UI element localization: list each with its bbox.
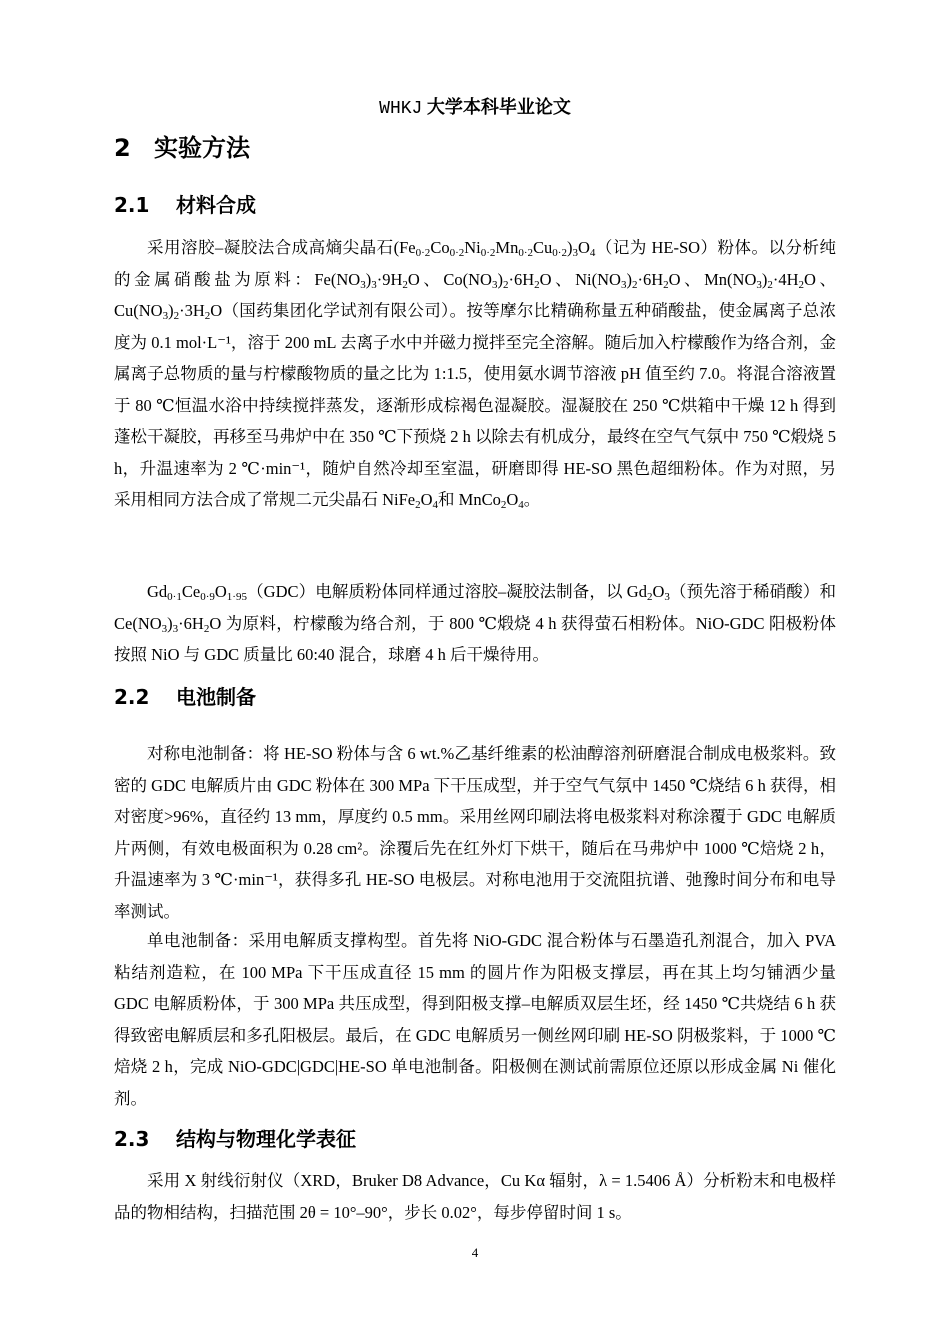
text-run: Ce — [181, 582, 201, 601]
subscript: 2 — [415, 499, 421, 511]
section-title: 材料合成 — [176, 193, 256, 217]
subscript: 2 — [631, 278, 638, 291]
text-run: O（国药集团化学试剂有限公司）。按等摩尔比精确称量五种硝酸盐，使金属离子总浓度为 0.1 mol·L⁻¹，溶于 200 mL 去离子水中并磁力搅拌至完全溶解。随后加入柠檬酸作为络合剂，金属离子总物质的量与柠檬酸物质的量之比为 1:1.5，使用氨水调节溶液 pH 值至约 7.0。将混合溶液置于 80 ℃恒温水浴中持续搅拌蒸发，逐渐形成棕褐色湿凝胶。湿凝胶在 250 ℃烘箱中干燥 12 h 得到蓬松干凝胶，再移至马弗炉中在 350 ℃下预烧 2 h 以除去有机成分，最终在空气气氛中 750 ℃煅烧 5 h，升温速率为 2 ℃·min⁻¹，随炉自然冷却至室温，研磨即得 HE-SO 黑色超细粉体。作为对照，另采用相同方法合成了常规二元尖晶石 NiFe — [114, 301, 836, 509]
subscript: 4 — [432, 499, 439, 511]
text-run: O、Cu(NO — [114, 269, 837, 320]
subscript: 0·2 — [480, 247, 496, 259]
text-run: O、Co(NO — [407, 269, 492, 289]
subscript: 2 — [502, 278, 509, 291]
subscript: 0·2 — [449, 247, 465, 259]
section-title: 电池制备 — [176, 685, 256, 709]
subscript: 2 — [798, 278, 805, 291]
subscript: 3 — [172, 622, 179, 635]
subscript: 4 — [589, 247, 596, 259]
subscript: 2 — [402, 278, 408, 291]
subscript: 3 — [572, 247, 578, 259]
page-header — [0, 93, 950, 123]
text-run: O、Mn(NO — [668, 269, 757, 289]
subscript: 3 — [161, 622, 168, 635]
text-run: ) — [626, 269, 632, 289]
text-run: 采用溶胶–凝胶法合成高熵尖晶石(Fe — [147, 238, 416, 257]
text-run: ·4H — [772, 269, 799, 289]
subscript: 3 — [371, 278, 377, 291]
paragraph-single-cell: 单电池制备：采用电解质支撑构型。首先将 NiO-GDC 混合粉体与石墨造孔剂混合，加入 PVA 粘结剂造粒，在 100 MPa 下干压成直径 15 mm 的圆片作为阳极支撑层，再在其上均匀铺洒少量 GDC 电解质粉体，于 300 MPa 共压成型，得到阳极支撑–电解质双层生坯，经 1450 ℃共烧结 6 h 获得致密电解质层和多孔阳极层。最后，在 GDC 电解质另一侧丝网印刷 HE-SO 阴极浆料，于 1000 ℃焙烧 2 h，完成 NiO-GDC|GDC|HE-SO 单电池制备。阳极侧在测试前需原位还原以形成金属 Ni 催化剂。 — [114, 931, 836, 1108]
paragraph-synthesis — [114, 232, 836, 516]
subscript: 0·2 — [552, 247, 567, 259]
text-run: Mn — [495, 238, 519, 257]
text-run: ·6H — [178, 613, 204, 633]
subscript: 2 — [646, 591, 653, 603]
subscript: 2 — [534, 278, 540, 291]
subscript: 3 — [491, 278, 498, 291]
subscript: 1·95 — [226, 591, 247, 603]
subscript: 0·9 — [200, 591, 215, 603]
header-school-code: WHKJ — [379, 99, 423, 119]
section-number: 2.2 — [114, 685, 150, 709]
text-run: 和 MnCo — [438, 490, 501, 509]
text-run: ) — [566, 238, 573, 257]
subscript: 3 — [620, 278, 627, 291]
subscript: 2 — [203, 622, 210, 635]
chapter-number: 2 — [114, 134, 131, 162]
section-heading-2-3 — [114, 1124, 356, 1154]
subscript: 3 — [756, 278, 762, 291]
subscript: 4 — [518, 499, 524, 511]
text-run: ) — [167, 613, 173, 633]
section-number: 2.1 — [114, 193, 150, 217]
text-run: O 为原料，柠檬酸为络合剂，于 800 ℃煅烧 4 h 获得萤石相粉体。NiO-GDC 阳极粉体按照 NiO 与 GDC 质量比 60:40 混合，球磨 4 h 后干燥待用。 — [114, 613, 836, 664]
section-title: 结构与物理化学表征 — [176, 1127, 356, 1151]
text-run: ) — [365, 269, 372, 289]
paragraph-gdc-synthesis — [114, 576, 836, 671]
paragraph-xrd: 采用 X 射线衍射仪（XRD，Bruker D8 Advance，Cu Kα 辐射，λ = 1.5406 Å）分析粉末和电极样品的物相结构，扫描范围 2θ = 10°–90°，步长 0.02°，每步停留时间 1 s。 — [114, 1171, 836, 1222]
text-run: ·3H — [179, 301, 205, 320]
text-run: （预先溶于稀硝酸）和 Ce(NO — [114, 582, 836, 633]
page-number: 4 — [471, 1245, 479, 1260]
text-run: ·6H — [637, 269, 664, 289]
text-run: Co — [430, 238, 450, 257]
subscript: 3 — [664, 591, 670, 603]
text-run: O — [506, 490, 519, 509]
text-run: ) — [497, 269, 503, 289]
text-run: O、Ni(NO — [539, 269, 621, 289]
header-title: 大学本科毕业论文 — [426, 97, 571, 118]
text-run: （GDC）电解质粉体同样通过溶胶–凝胶法制备，以 Gd — [246, 582, 647, 601]
subscript: 0·1 — [167, 591, 182, 603]
text-run: O — [577, 238, 590, 257]
text-run: ·6H — [508, 269, 535, 289]
chapter-title: 实验方法 — [154, 134, 250, 162]
subscript: 2 — [663, 278, 669, 291]
subscript: 3 — [162, 310, 169, 322]
subscript: 0·2 — [415, 247, 431, 259]
text-run: （记为 HE-SO）粉体。以分析纯的金属硝酸盐为原料：Fe(NO — [114, 238, 836, 289]
text-run: Cu — [533, 238, 553, 257]
text-run: Gd — [147, 582, 168, 601]
section-heading-2-1 — [114, 190, 256, 220]
subscript: 0·2 — [518, 247, 534, 259]
text-run: ) — [168, 301, 174, 320]
subscript: 2 — [173, 310, 180, 322]
subscript: 2 — [767, 278, 773, 291]
text-run: ) — [761, 269, 768, 289]
paragraph-symmetric-cell: 对称电池制备：将 HE-SO 粉体与含 6 wt.%乙基纤维素的松油醇溶剂研磨混合制成电极浆料。致密的 GDC 电解质片由 GDC 粉体在 300 MPa 下干压成型，并于空气气氛中 1450 ℃烧结 6 h 获得，相对密度>96%，直径约 13 mm，厚度约 0.5 mm。采用丝网印刷法将电极浆料对称涂覆于 GDC 电解质片两侧，有效电极面积为 0.28 cm²。涂覆后先在红外灯下烘干，随后在马弗炉中 1000 ℃焙烧 2 h，升温速率为 3 ℃·min⁻¹，获得多孔 HE-SO 电极层。对称电池用于交流阻抗谱、弛豫时间分布和电导率测试。 — [114, 744, 836, 921]
text-run: O — [214, 582, 227, 601]
text-run: ·9H — [376, 269, 403, 289]
chapter-heading — [114, 130, 250, 166]
text-run: 。 — [523, 490, 541, 509]
text-run: Ni — [464, 238, 481, 257]
subscript: 2 — [500, 499, 507, 511]
subscript: 3 — [360, 278, 366, 291]
section-heading-2-2 — [114, 682, 256, 712]
text-run: O — [652, 582, 665, 601]
section-number: 2.3 — [114, 1127, 150, 1151]
text-run: O — [420, 490, 433, 509]
subscript: 2 — [204, 310, 211, 322]
